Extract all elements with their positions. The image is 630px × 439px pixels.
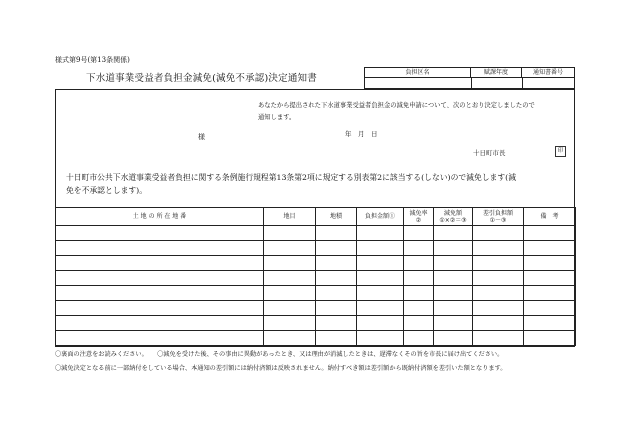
table-cell	[473, 286, 524, 301]
table-cell	[316, 226, 357, 241]
column-header: 減免額 ①×②＝③	[434, 208, 473, 226]
column-header: 負担金額①	[357, 208, 404, 226]
table-header-row	[56, 208, 576, 226]
table-cell	[404, 316, 434, 331]
table-cell	[404, 331, 434, 346]
table-cell	[404, 301, 434, 316]
table-cell	[434, 256, 473, 271]
column-header: 地目	[264, 208, 316, 226]
table-cell	[357, 301, 404, 316]
fiscal-year-header: 賦課年度	[471, 68, 522, 78]
table-cell	[524, 226, 576, 241]
table-cell	[316, 241, 357, 256]
table-cell	[56, 286, 264, 301]
notice-text-line1: あなたから提出された下水道事業受益者負担金の減免申請について、次のとおり決定しましたので	[258, 102, 535, 109]
table-cell	[434, 241, 473, 256]
column-header: 減免率 ②	[404, 208, 434, 226]
table-cell	[357, 331, 404, 346]
table-cell	[264, 256, 316, 271]
table-cell	[524, 271, 576, 286]
table-cell	[264, 301, 316, 316]
table-cell	[434, 301, 473, 316]
table-cell	[316, 271, 357, 286]
table-cell	[473, 226, 524, 241]
table-cell	[404, 256, 434, 271]
table-cell	[524, 331, 576, 346]
table-cell	[56, 316, 264, 331]
table-cell	[473, 316, 524, 331]
table-cell	[524, 316, 576, 331]
table-cell	[316, 316, 357, 331]
table-row	[56, 301, 576, 316]
table-cell	[473, 301, 524, 316]
table-cell	[264, 331, 316, 346]
table-cell	[357, 316, 404, 331]
notice-number-header: 通知書番号	[522, 68, 574, 78]
table-cell	[524, 301, 576, 316]
table-cell	[56, 226, 264, 241]
table-cell	[524, 286, 576, 301]
issuer-name: 十日町市長	[473, 149, 506, 157]
table-cell	[56, 301, 264, 316]
table-cell	[357, 271, 404, 286]
column-header: 備 考	[524, 208, 576, 226]
footer-note-2: 〇減免決定となる前に一部納付をしている場合、本通知の差引額には納付済額は反映されません。納付すべき額は差引額から既納付済額を差引いた額となります。	[55, 365, 507, 372]
table-row	[56, 271, 576, 286]
footer-note-1: 〇裏面の注意をお読みください。 〇減免を受けた後、その事由に異動があったとき、又は理由が消滅したときは、遅滞なくその旨を市長に届け出てください。	[55, 351, 504, 358]
addressee-suffix: 様	[198, 133, 205, 141]
table-cell	[404, 241, 434, 256]
table-row	[56, 226, 576, 241]
seal-mark: 印	[555, 146, 566, 157]
table-cell	[56, 256, 264, 271]
table-cell	[473, 256, 524, 271]
land-table	[55, 207, 576, 346]
table-cell	[316, 331, 357, 346]
divider	[471, 78, 472, 89]
table-cell	[524, 241, 576, 256]
table-cell	[264, 316, 316, 331]
notice-text-line2: 通知します。	[258, 114, 296, 121]
table-cell	[264, 241, 316, 256]
column-header: 土 地 の 所 在 地 番	[56, 208, 264, 226]
date-label: 年 月 日	[345, 130, 378, 138]
table-cell	[357, 241, 404, 256]
column-header: 地積	[316, 208, 357, 226]
divider	[522, 78, 523, 89]
table-cell	[404, 271, 434, 286]
table-cell	[264, 226, 316, 241]
area-name-header: 負担区名	[365, 68, 471, 78]
table-cell	[316, 301, 357, 316]
table-cell	[473, 241, 524, 256]
document-title: 下水道事業受益者負担金減免(減免不承認)決定通知書	[86, 73, 317, 84]
table-cell	[434, 316, 473, 331]
table-cell	[404, 226, 434, 241]
table-cell	[473, 271, 524, 286]
table-cell	[357, 226, 404, 241]
table-cell	[473, 331, 524, 346]
table-cell	[56, 271, 264, 286]
table-cell	[357, 256, 404, 271]
column-header: 差引負担額 ①－③	[473, 208, 524, 226]
table-cell	[56, 331, 264, 346]
table-row	[56, 256, 576, 271]
table-cell	[316, 256, 357, 271]
table-cell	[264, 286, 316, 301]
table-cell	[434, 271, 473, 286]
management-box	[364, 67, 575, 89]
decision-text-line1: 十日町市公共下水道事業受益者負担に関する条例施行規程第13条第2項に規定する別表第2に該当する(しない)ので減免します(減	[66, 173, 516, 182]
table-cell	[56, 241, 264, 256]
table-cell	[264, 271, 316, 286]
table-cell	[434, 331, 473, 346]
table-cell	[404, 286, 434, 301]
table-row	[56, 331, 576, 346]
decision-text-line2: 免を不承認とします)。	[66, 186, 148, 195]
table-row	[56, 241, 576, 256]
table-cell	[357, 286, 404, 301]
table-row	[56, 286, 576, 301]
form-number: 様式第9号(第13条関係)	[55, 56, 130, 64]
table-cell	[434, 286, 473, 301]
table-cell	[524, 256, 576, 271]
table-cell	[434, 226, 473, 241]
table-cell	[316, 286, 357, 301]
table-row	[56, 316, 576, 331]
